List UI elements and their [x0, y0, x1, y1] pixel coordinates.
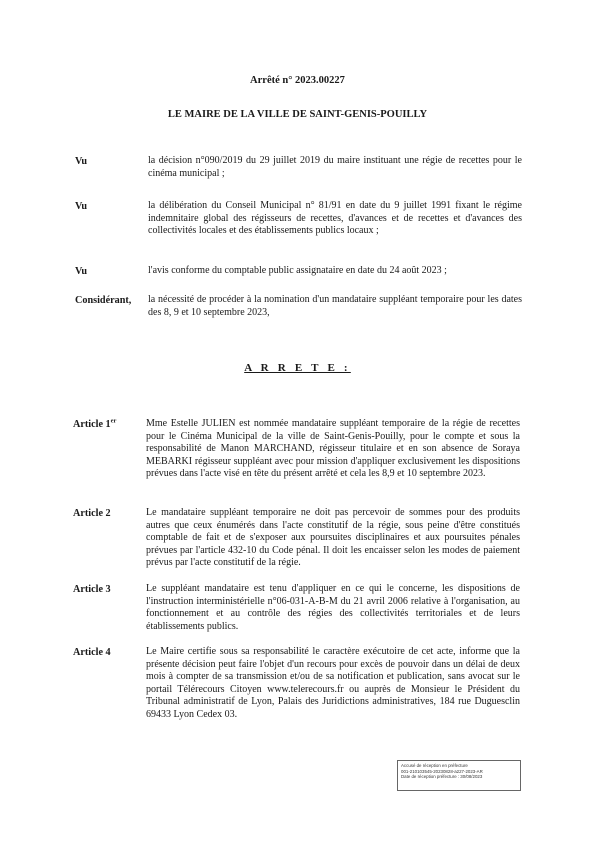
preamble-label: Vu [75, 156, 88, 167]
stamp-line: Accusé de réception en préfecture [401, 763, 468, 768]
preamble-label: Vu [75, 266, 88, 277]
preamble-text: l'avis conforme du comptable public assignataire en date du 24 août 2023 ; [148, 265, 447, 276]
preamble-text: la nécessité de procéder à la nomination d'un mandataire suppléant temporaire pour les dates des 8, 9 et 10 septembre 2023, [148, 294, 522, 318]
arrete-heading: A R R E T E : [244, 362, 351, 374]
article-text: Le Maire certifie sous sa responsabilité le caractère exécutoire de cet acte, informe que la présente décision peut faire l'objet d'un recours pour excès de pouvoir dans un délai de deux mois à compter de sa transmission et/ou de sa notification et publication, sans avocat sur le portail Télérecours Citoyen www.telerecours.fr ou auprès de Monsieur le Président du Tribunal administratif de Lyon, Palais des Juridictions administratives, 184 rue Duguesclin 69433 Lyon Cedex 03. [146, 646, 520, 720]
preamble-label: Considérant, [75, 295, 132, 306]
article-label [73, 418, 116, 431]
article-text: Mme Estelle JULIEN est nommée mandataire suppléant temporaire de la régie de recettes pour le Cinéma Municipal de la ville de Saint-Genis-Pouilly, pour le compte et sous la responsabilité de Manon MARCHAND, régisseur titulaire et en son absence de Soraya MEBARKI régisseur suppléant avec pour mission d'appliquer exclusivement les dispositions prévues dans l'acte visé en tête du présent arrêté et cela les 8,9 et 10 septembre 2023. [146, 418, 520, 480]
preamble-text: la délibération du Conseil Municipal n° 81/91 en date du 9 juillet 1991 fixant le régime indemnitaire global des régisseurs de recettes, d'avances et de recettes et d'avances des collectivités locales et des établissements publics locaux ; [148, 200, 522, 237]
article-text: Le suppléant mandataire est tenu d'appliquer en ce qui le concerne, les dispositions de l'instruction interministérielle n°06-031-A-B-M du 21 avril 2006 relative à l'organisation, au fonctionnement et au contrôle des régies des collectivités territoriales et de leurs établissements publics. [146, 583, 520, 632]
article-label-sup: er [110, 417, 117, 425]
article-label: Article 2 [73, 508, 111, 519]
article-label-text: Article 1 [73, 419, 111, 430]
stamp-line: Date de réception préfecture : 30/08/2023 [401, 774, 483, 780]
mayor-title: LE MAIRE DE LA VILLE DE SAINT-GENIS-POUILLY [167, 109, 428, 120]
article-label: Article 3 [73, 584, 111, 595]
article-text: Le mandataire suppléant temporaire ne doit pas percevoir de sommes pour des produits autres que ceux énumérés dans l'acte constitutif de la régie, sous peine d'être constitués comptable de fait et de s'exposer aux poursuites disciplinaires et aux poursuites pénales prévues par l'article 432-10 du Code pénal. Il doit les encaisser selon les modes de paiement prévus par l'acte constitutif de la régie. [146, 507, 520, 569]
article-label: Article 4 [73, 647, 111, 658]
arrete-number: Arrêté n° 2023.00227 [250, 75, 345, 86]
stamp-line: 001-210103545-20230828-a227-2023-AR [401, 768, 483, 774]
preamble-text: la décision n°090/2019 du 29 juillet 2019 du maire instituant une régie de recettes pour le cinéma municipal ; [148, 155, 522, 179]
prefecture-receipt-stamp [397, 760, 521, 791]
preamble-label: Vu [75, 201, 88, 212]
